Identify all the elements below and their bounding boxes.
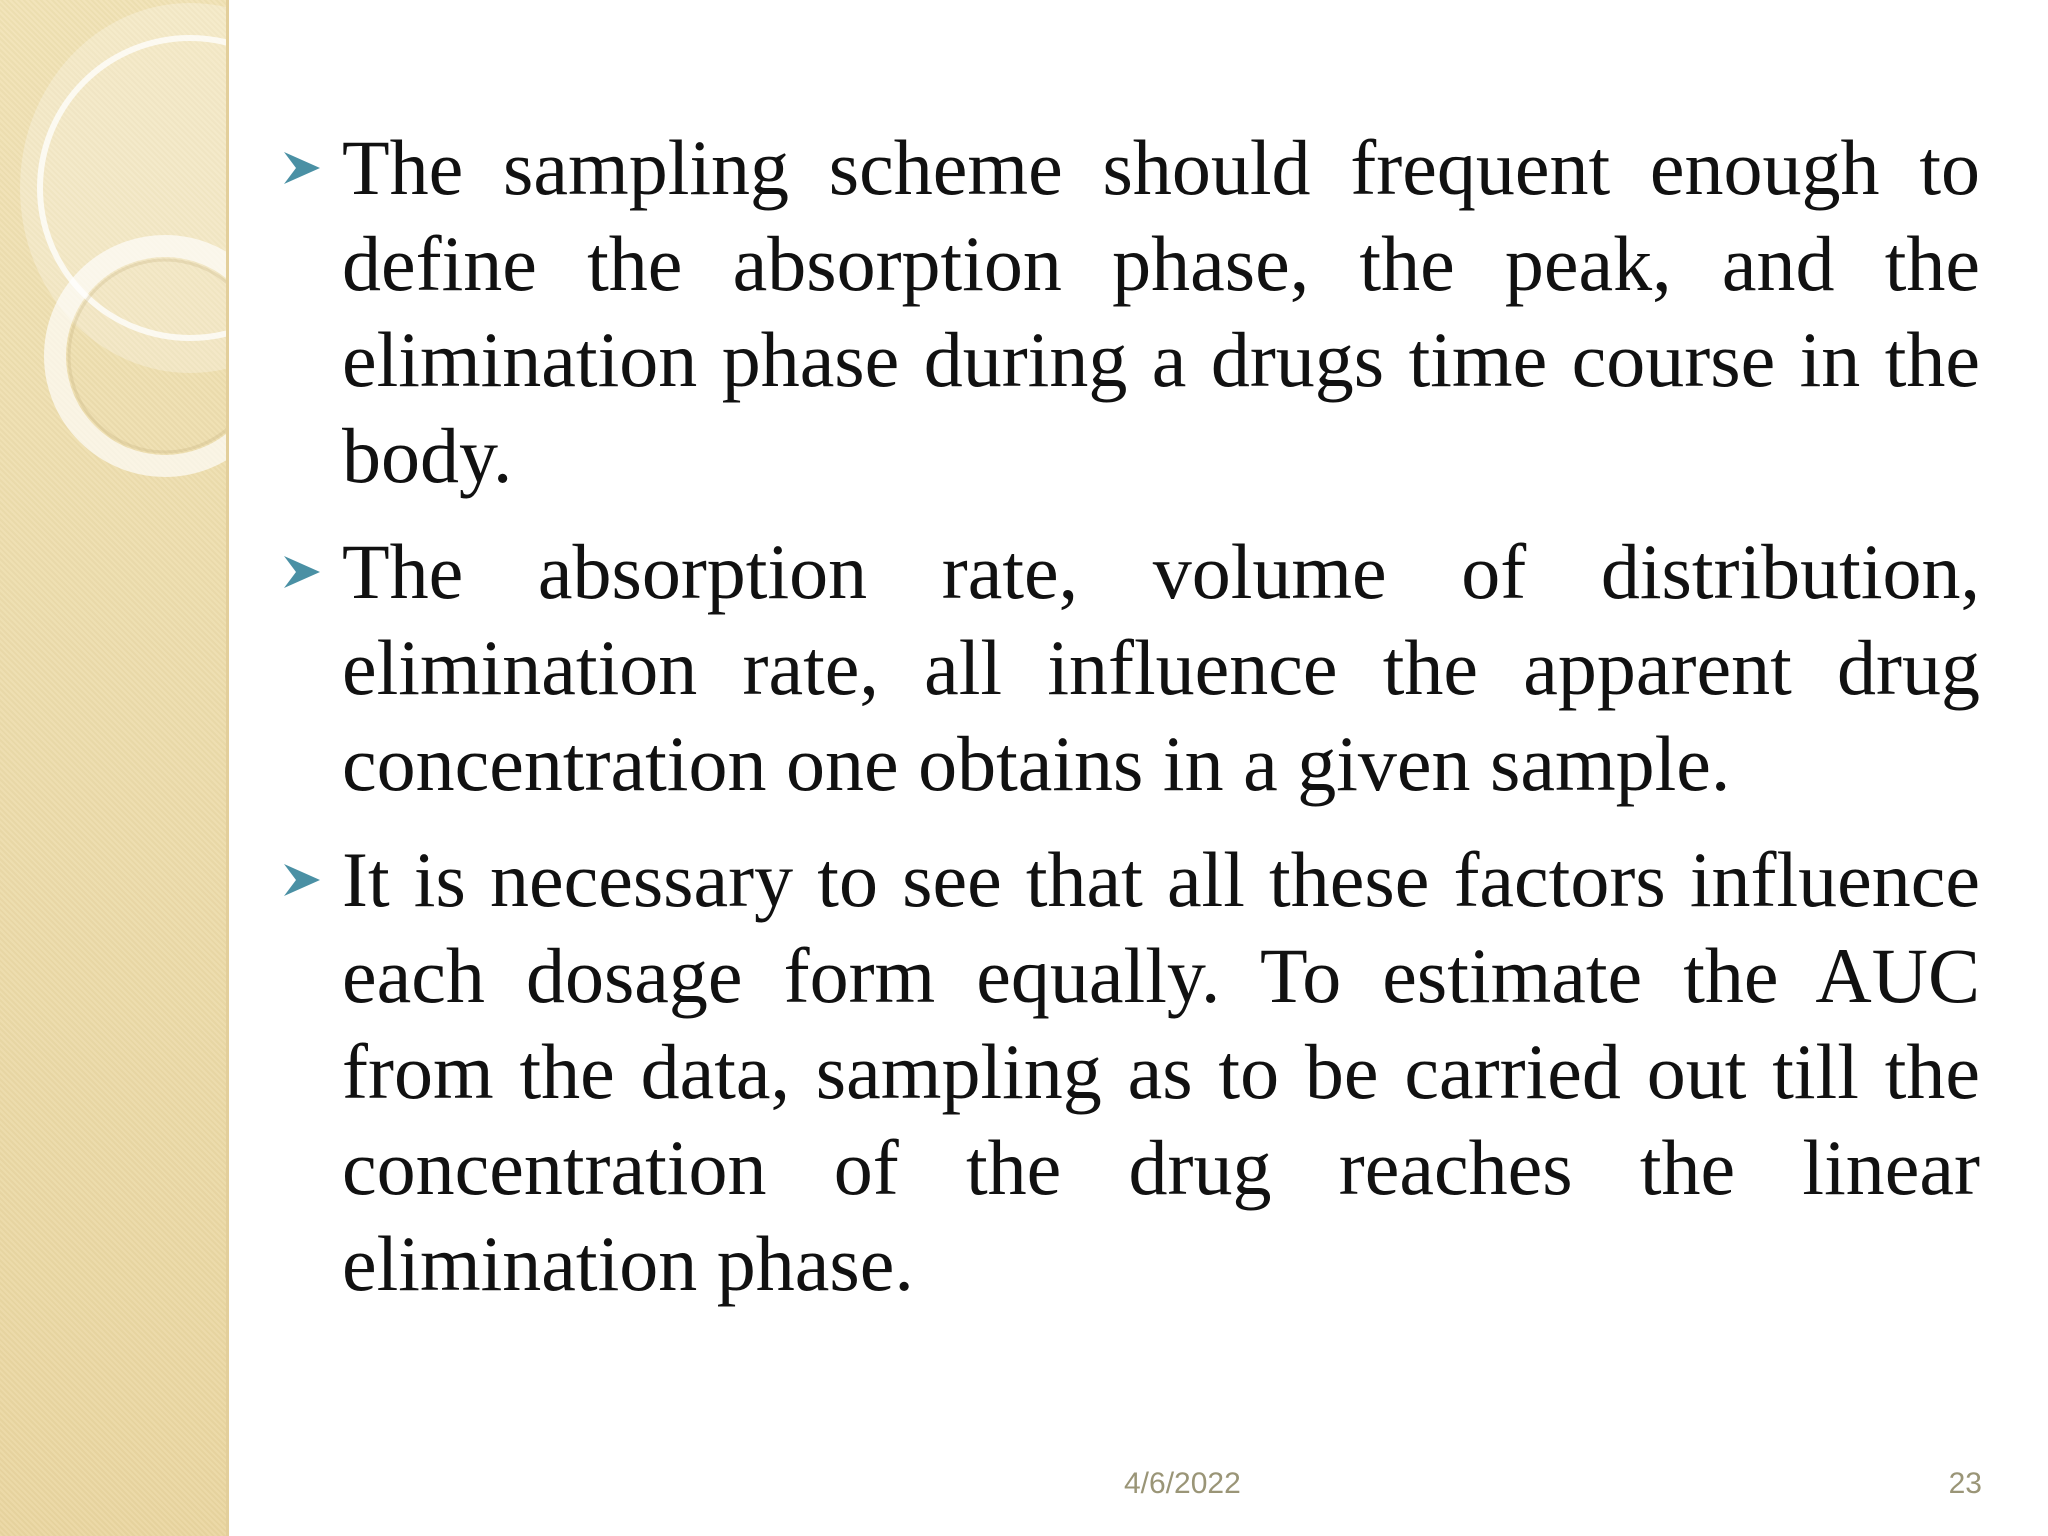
bullet-item-3 [280,832,1980,1312]
bullet-list [280,120,1980,1332]
bullet-item-1 [280,120,1980,504]
decorative-side-panel [0,0,229,1536]
bullet-item-2 [280,524,1980,812]
arrowhead-bullet-icon [280,552,324,592]
bullet-text: The absorption rate, volume of distribution, elimination rate, all influence the apparent drug concentration one obtains in a given sample. [342,528,1980,807]
arrowhead-bullet-icon [280,148,324,188]
footer-page-number: 23 [1948,1467,1982,1500]
bullet-text: The sampling scheme should frequent enough to define the absorption phase, the peak, and the elimination phase during a drugs time course in the body. [342,124,1980,499]
footer-date: 4/6/2022 [1124,1467,1241,1500]
decorative-rings-icon [0,0,226,1536]
arrowhead-bullet-icon [280,860,324,900]
bullet-text: It is necessary to see that all these factors influence each dosage form equally. To estimate the AUC from the data, sampling as to be carried out till the concentration of the drug reaches the linear elimination phase. [342,836,1980,1307]
